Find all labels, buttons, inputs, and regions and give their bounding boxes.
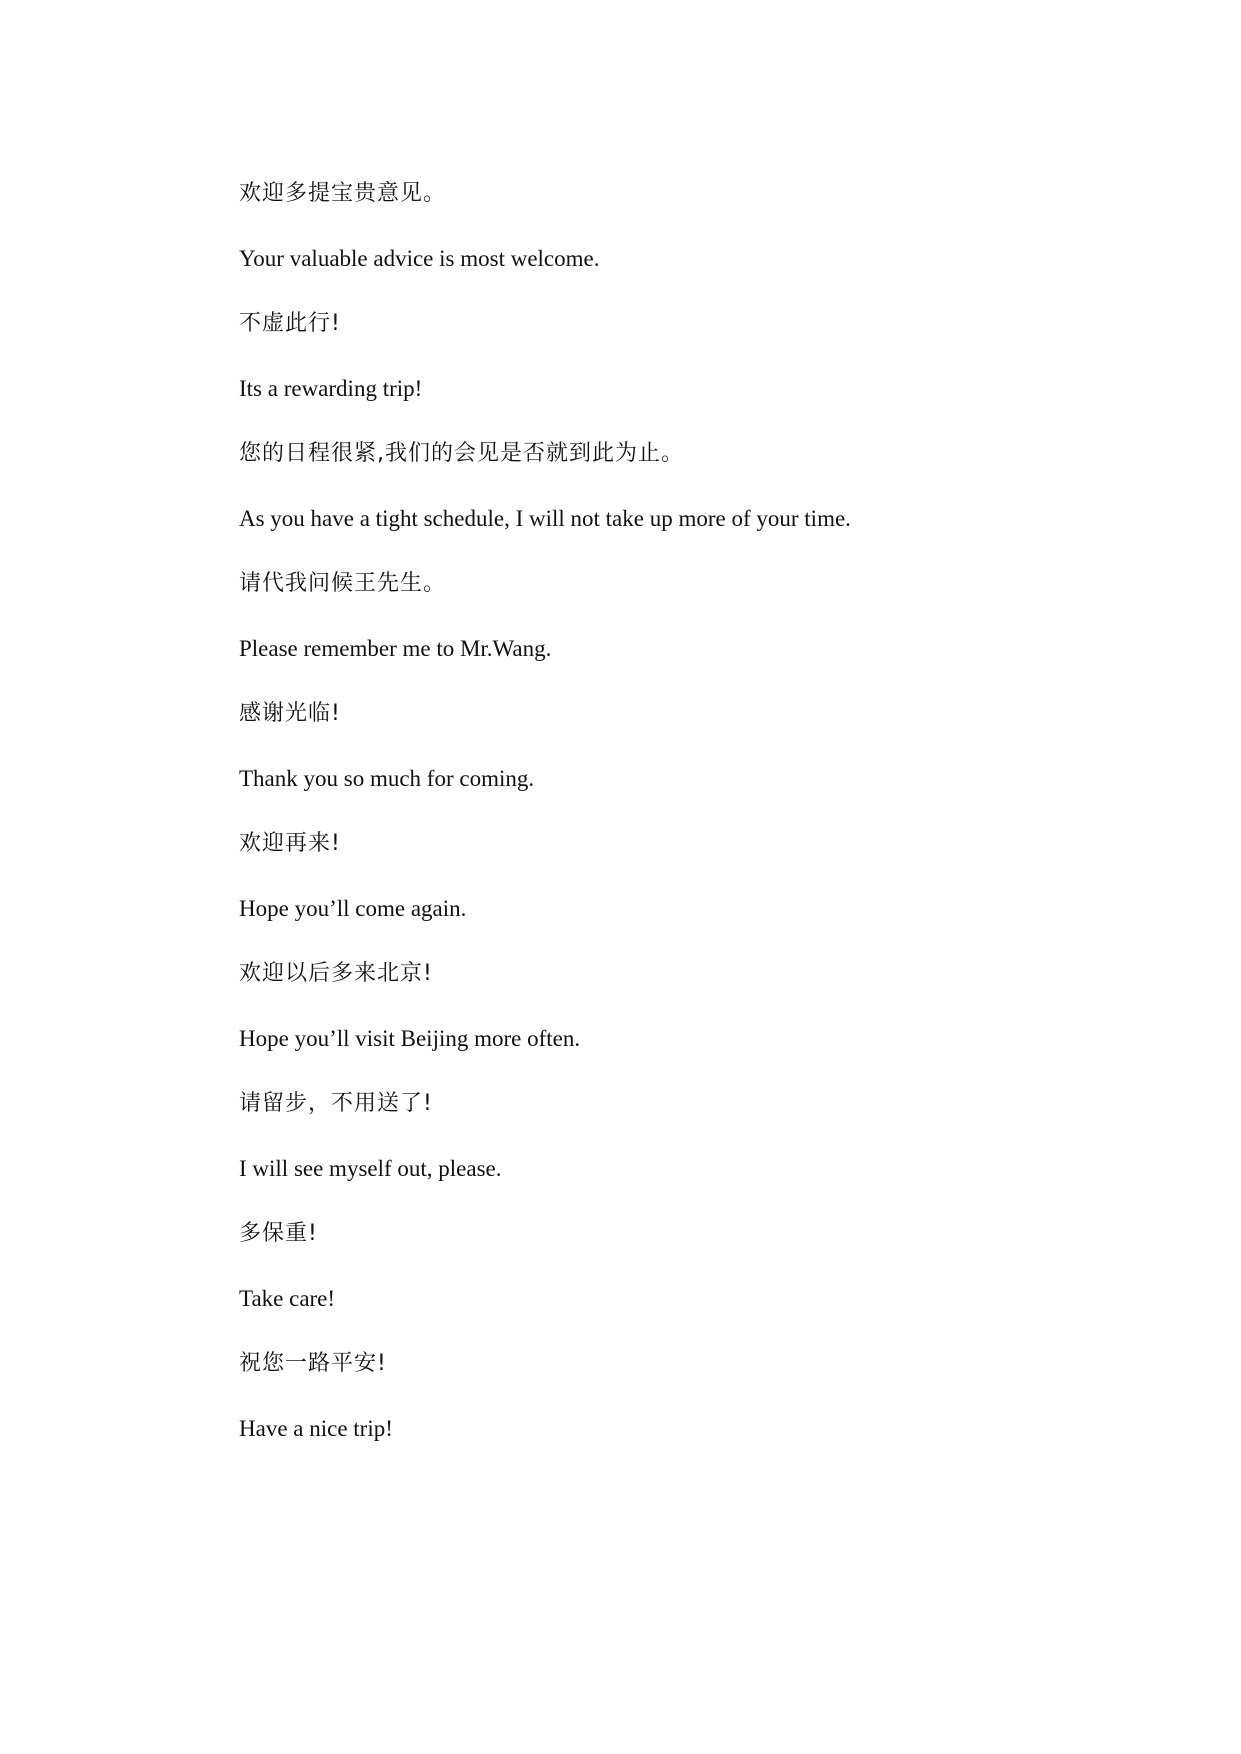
chinese-phrase-7: 欢迎以后多来北京!: [239, 961, 433, 986]
chinese-phrase-3: 您的日程很紧,我们的会见是否就到此为止。: [239, 441, 684, 466]
chinese-phrase-10: 祝您一路平安!: [239, 1351, 387, 1376]
chinese-phrase-8: 请留步，不用送了!: [239, 1091, 433, 1116]
english-translation-2: Its a rewarding trip!: [239, 376, 423, 401]
english-translation-3: As you have a tight schedule, I will not take up more of your time.: [239, 506, 851, 531]
english-translation-1: Your valuable advice is most welcome.: [239, 246, 600, 271]
english-translation-9: Take care!: [239, 1286, 336, 1311]
chinese-phrase-9: 多保重!: [239, 1221, 318, 1246]
chinese-phrase-1: 欢迎多提宝贵意见。: [239, 181, 447, 206]
english-translation-7: Hope you’ll visit Beijing more often.: [239, 1026, 581, 1051]
english-translation-10: Have a nice trip!: [239, 1416, 393, 1441]
phrase-list: [239, 180, 851, 1480]
english-translation-8: I will see myself out, please.: [239, 1156, 502, 1181]
english-translation-6: Hope you’ll come again.: [239, 896, 467, 921]
chinese-phrase-6: 欢迎再来!: [239, 831, 341, 856]
chinese-phrase-5: 感谢光临!: [239, 701, 341, 726]
english-translation-4: Please remember me to Mr.Wang.: [239, 636, 552, 661]
chinese-phrase-2: 不虚此行!: [239, 311, 341, 336]
chinese-phrase-4: 请代我问候王先生。: [239, 571, 447, 596]
english-translation-5: Thank you so much for coming.: [239, 766, 535, 791]
